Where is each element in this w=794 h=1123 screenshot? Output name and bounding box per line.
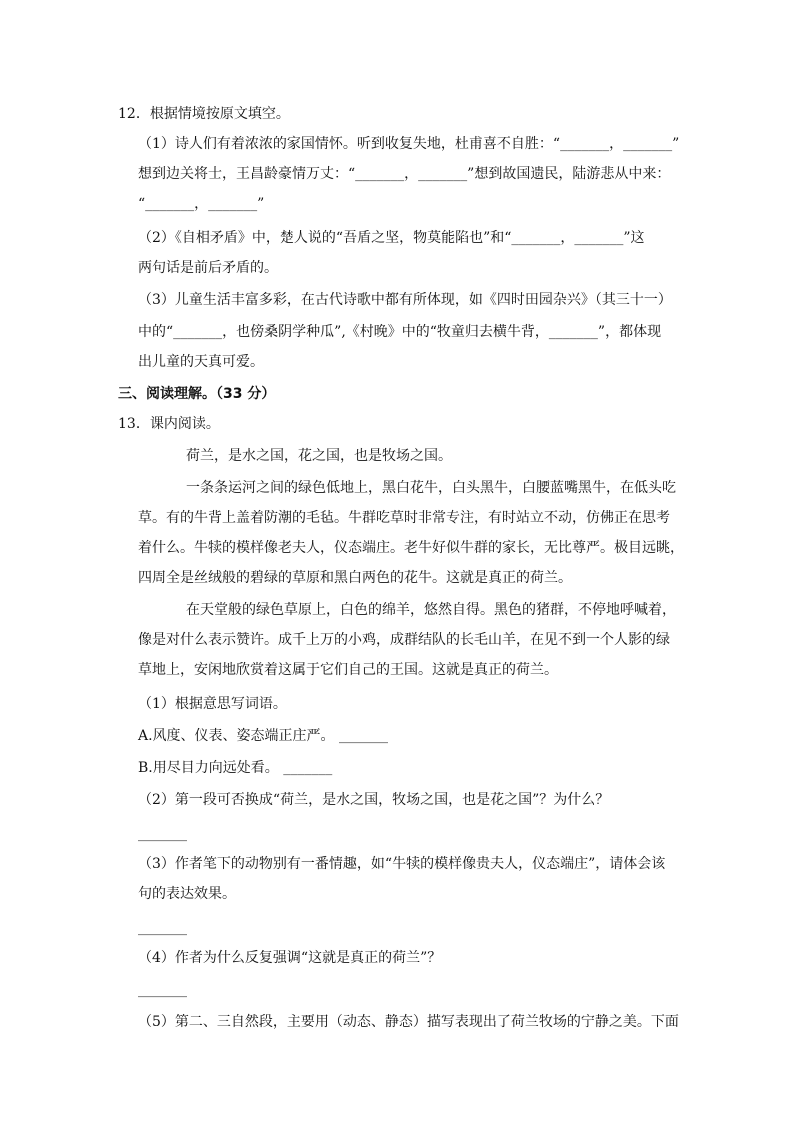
q13-sub-1: （1）根据意思写词语。 [138,696,287,712]
q12-line-1: （1）诗人们有着浓浓的家国情怀。听到收复失地，杜甫喜不自胜：“_______，_______” [138,136,680,152]
q13-sub-3-blank: _______ [138,920,187,936]
q13-sub-3-cont: 句的表达效果。 [138,886,236,902]
q13-sub-3: （3）作者笔下的动物别有一番情趣，如“牛犊的模样像贵夫人，仪态端庄”，请体会该 [138,856,666,872]
q13-sub-1b: B.用尽目力向远处看。 _______ [138,760,333,776]
passage-line-8: 草地上，安闲地欣赏着这属于它们自己的王国。这就是真正的荷兰。 [138,662,558,678]
section-3-title: 三、阅读理解。（33 分） [118,386,276,402]
passage-line-7: 像是对什么表示赞许。成千上万的小鸡，成群结队的长毛山羊，在见不到一个人影的绿 [138,632,670,648]
q12-line-6: （3）儿童生活丰富多彩，在古代诗歌中都有所体现，如《四时田园杂兴》（其三十一） [138,292,672,308]
q12-line-8: 出儿童的天真可爱。 [138,354,264,370]
q12-line-2: 想到边关将士，王昌龄豪情万丈：“_______，_______”想到故国遗民，陆游悲从中来： [138,166,671,182]
q13-title: 13．课内阅读。 [118,416,220,432]
passage-line-5: 四周全是丝绒般的碧绿的草原和黑白两色的花牛。这就是真正的荷兰。 [138,570,572,586]
passage-line-4: 着什么。牛犊的模样像老夫人，仪态端庄。老牛好似牛群的家长，无比尊严。极目远眺， [138,540,684,556]
q13-sub-5: （5）第二、三自然段，主要用（动态、静态）描写表现出了荷兰牧场的宁静之美。下面 [138,1014,679,1030]
q13-sub-4-blank: _______ [138,982,187,998]
passage-line-6: 在天堂般的绿色草原上，白色的绵羊，悠然自得。黑色的猪群，不停地呼喊着， [186,602,676,618]
q12-line-7: 中的“_______，也傍桑阴学种瓜”,《村晚》中的“牧童归去横牛背，_______”，都体现 [138,324,662,340]
q13-sub-4: （4）作者为什么反复强调“这就是真正的荷兰”？ [138,950,442,966]
passage-line-2: 一条条运河之间的绿色低地上，黑白花牛，白头黑牛，白腰蓝嘴黑牛，在低头吃 [186,480,676,496]
q13-sub-1a: A.风度、仪表、姿态端正庄严。 _______ [138,728,389,744]
q12-line-3: “_______，_______” [138,196,265,212]
q12-title: 12．根据情境按原文填空。 [118,106,290,122]
passage-line-3: 草。有的牛背上盖着防潮的毛毡。牛群吃草时非常专注，有时站立不动，仿佛正在思考 [138,510,670,526]
q12-line-5: 两句话是前后矛盾的。 [138,260,278,276]
q13-sub-2-blank: _______ [138,826,187,842]
passage-line-1: 荷兰，是水之国，花之国，也是牧场之国。 [186,448,452,464]
q12-line-4: （2）《自相矛盾》中，楚人说的“吾盾之坚，物莫能陷也”和“_______，_______”这 [138,230,645,246]
q13-sub-2: （2）第一段可否换成“荷兰，是水之国，牧场之国，也是花之国”？为什么？ [138,792,610,808]
